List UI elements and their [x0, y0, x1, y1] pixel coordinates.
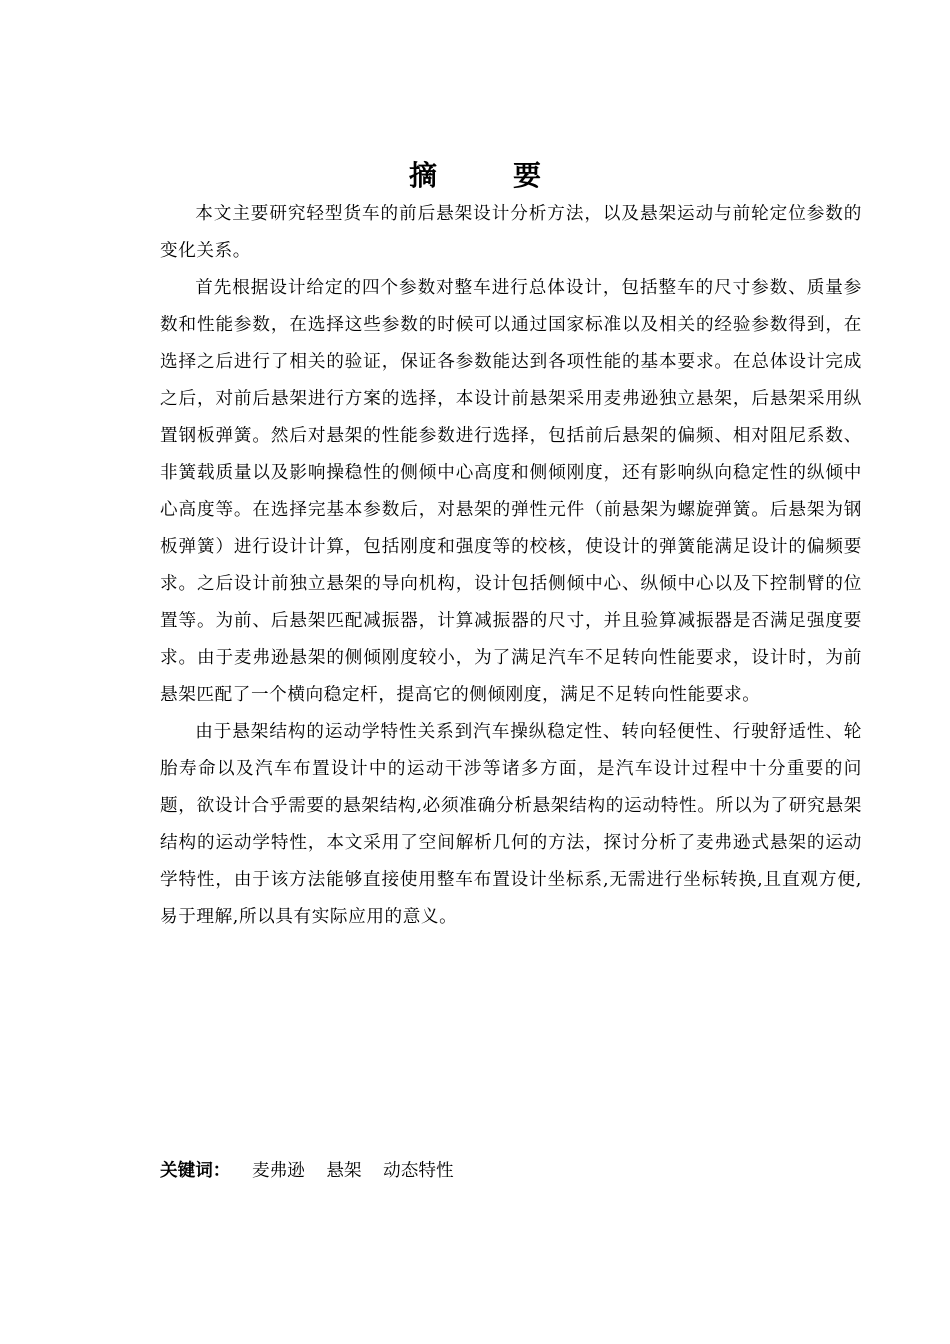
abstract-body — [160, 196, 862, 936]
abstract-paragraph-1: 本文主要研究轻型货车的前后悬架设计分析方法，以及悬架运动与前轮定位参数的变化关系。 — [160, 204, 862, 261]
keyword-item: 麦弗逊 — [251, 1161, 305, 1181]
keywords-line — [160, 1156, 470, 1186]
keyword-item: 动态特性 — [383, 1161, 454, 1181]
abstract-paragraph-3: 由于悬架结构的运动学特性关系到汽车操纵稳定性、转向轻便性、行驶舒适性、轮胎寿命以及汽车布置设计中的运动干涉等诸多方面，是汽车设计过程中十分重要的问题，欲设计合乎需要的悬架结构,必须准确分析悬架结构的运动特性。所以为了研究悬架结构的运动学特性，本文采用了空间解析几何的方法，探讨分析了麦弗逊式悬架的运动学特性，由于该方法能够直接使用整车布置设计坐标系,无需进行坐标转换,且直观方便,易于理解,所以具有实际应用的意义。 — [160, 722, 862, 927]
keywords-label: 关键词： — [160, 1161, 231, 1181]
abstract-title: 摘要 — [408, 159, 617, 192]
abstract-paragraph-2: 首先根据设计给定的四个参数对整车进行总体设计，包括整车的尺寸参数、质量参数和性能参数，在选择这些参数的时候可以通过国家标准以及相关的经验参数得到，在选择之后进行了相关的验证，保证各参数能达到各项性能的基本要求。在总体设计完成之后，对前后悬架进行方案的选择，本设计前悬架采用麦弗逊独立悬架，后悬架采用纵置钢板弹簧。然后对悬架的性能参数进行选择，包括前后悬架的偏频、相对阻尼系数、非簧载质量以及影响操稳性的侧倾中心高度和侧倾刚度，还有影响纵向稳定性的纵倾中心高度等。在选择完基本参数后，对悬架的弹性元件（前悬架为螺旋弹簧。后悬架为钢板弹簧）进行设计计算，包括刚度和强度等的校核，使设计的弹簧能满足设计的偏频要求。之后设计前独立悬架的导向机构，设计包括侧倾中心、纵倾中心以及下控制臂的位置等。为前、后悬架匹配减振器，计算减振器的尺寸，并且验算减振器是否满足强度要求。由于麦弗逊悬架的侧倾刚度较小，为了满足汽车不足转向性能要求，设计时，为前悬架匹配了一个横向稳定杆，提高它的侧倾刚度，满足不足转向性能要求。 — [160, 278, 862, 705]
keyword-item: 悬架 — [326, 1161, 362, 1181]
